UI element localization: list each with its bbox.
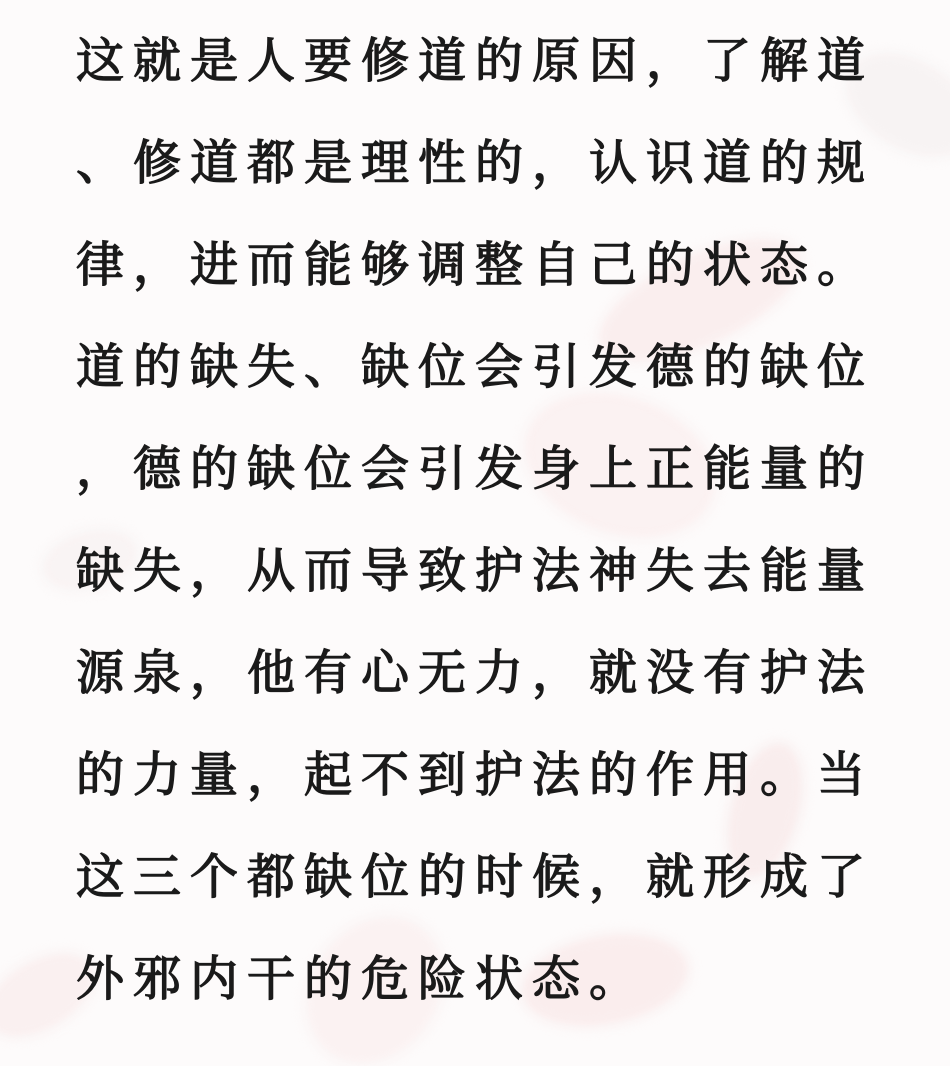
text-line: 律，进而能够调整自己的状态。 [76,237,875,293]
text-line: 道的缺失、缺位会引发德的缺位 [76,339,875,395]
calligraphy-text-block [76,10,886,1030]
text-line: ，德的缺位会引发身上正能量的 [76,441,875,497]
text-line: 这就是人要修道的原因，了解道 [76,33,875,89]
text-line: 外邪内干的危险状态。 [76,951,647,1007]
text-line: 的力量，起不到护法的作用。当 [76,747,875,803]
text-line: 源泉，他有心无力，就没有护法 [76,645,875,701]
text-line: 这三个都缺位的时候，就形成了 [76,849,875,905]
text-line: 缺失，从而导致护法神失去能量 [76,543,875,599]
text-line: 、修道都是理性的，认识道的规 [76,135,875,191]
